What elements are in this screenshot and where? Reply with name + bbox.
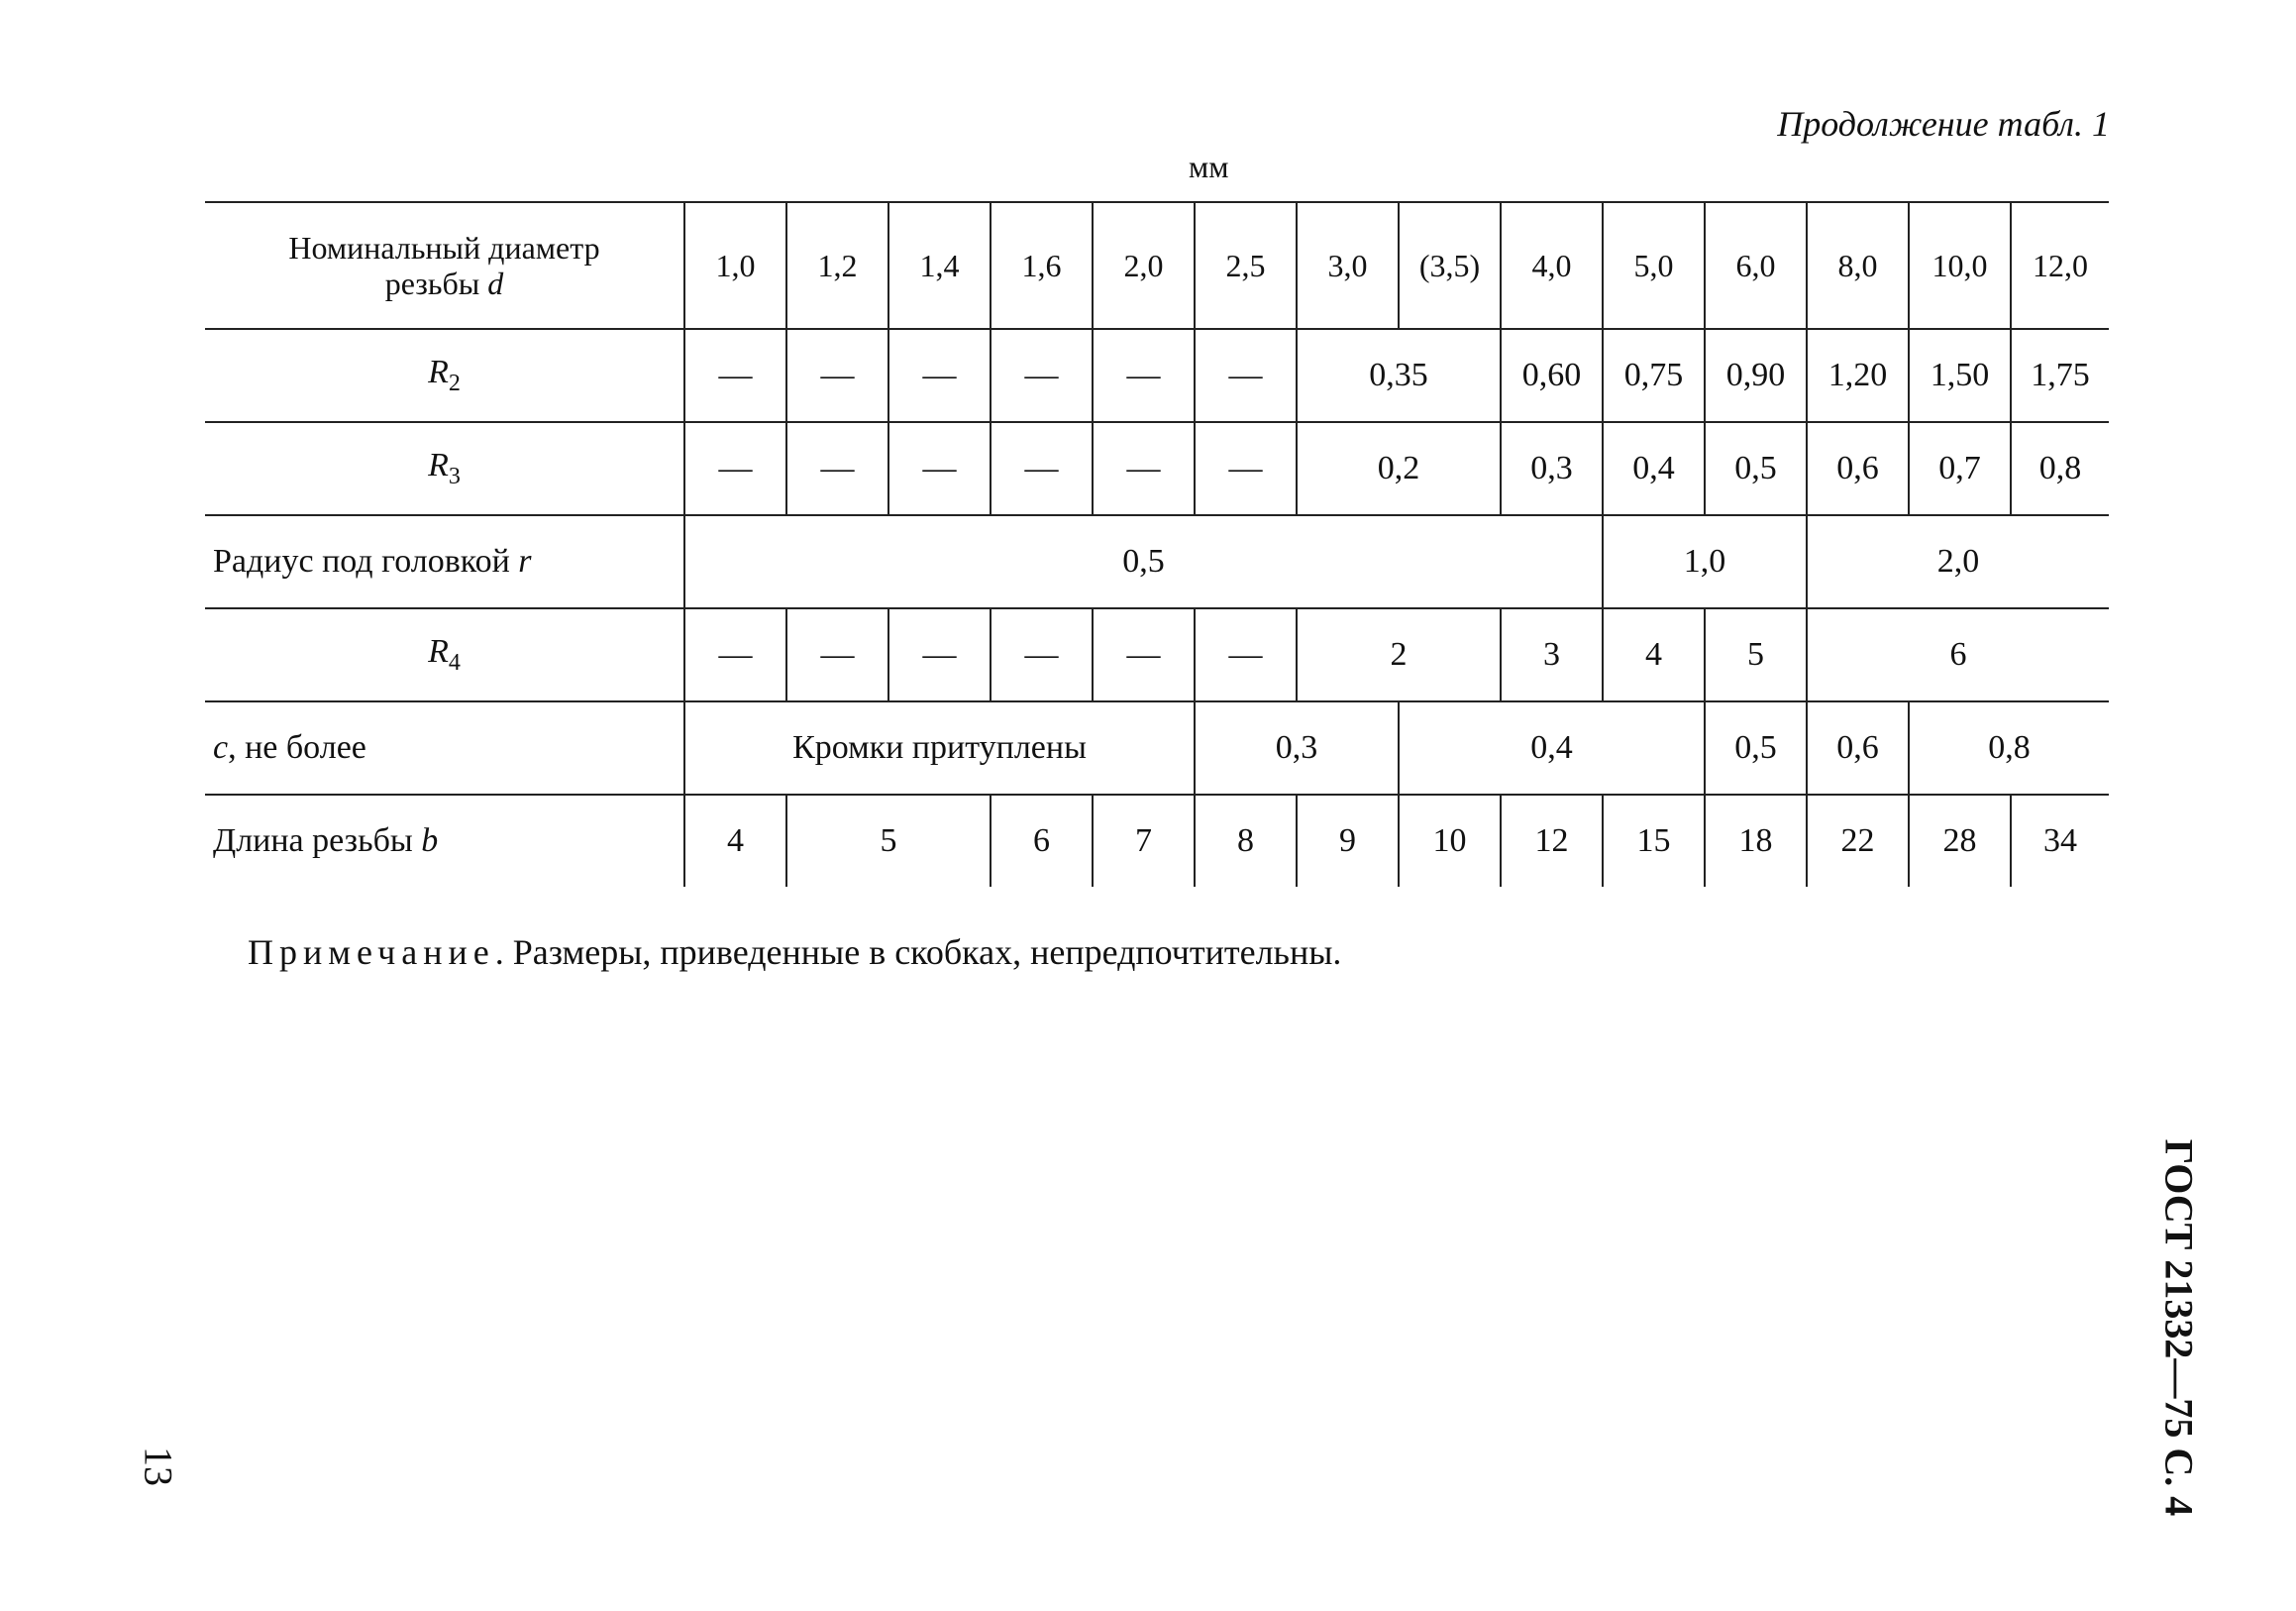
- diameter-cell: 1,4: [888, 202, 991, 329]
- r4-label: $R_4$: [205, 608, 684, 701]
- value-cell: 22: [1807, 795, 1909, 887]
- value-cell: 7: [1093, 795, 1195, 887]
- thread-length-row: [205, 795, 2109, 887]
- dash-cell: —: [684, 329, 786, 422]
- value-cell: 34: [2011, 795, 2109, 887]
- diameter-cell: 10,0: [1909, 202, 2011, 329]
- dash-cell: —: [991, 422, 1093, 515]
- value-cell: 18: [1705, 795, 1807, 887]
- radius-row: [205, 515, 2109, 608]
- value-cell: 0,2: [1297, 422, 1501, 515]
- value-cell: 0,35: [1297, 329, 1501, 422]
- thread-length-label: Длина резьбы b: [205, 795, 684, 887]
- value-cell: 2: [1297, 608, 1501, 701]
- r2-label: $R_2$: [205, 329, 684, 422]
- value-cell: 4: [1603, 608, 1705, 701]
- header-label-var: d: [487, 266, 504, 301]
- diameter-cell: 1,6: [991, 202, 1093, 329]
- value-cell: 0,60: [1501, 329, 1603, 422]
- value-cell: 5: [1705, 608, 1807, 701]
- value-cell: 6: [1807, 608, 2109, 701]
- value-cell: 0,8: [1909, 701, 2109, 795]
- diameter-cell: 1,2: [786, 202, 888, 329]
- value-cell: 1,75: [2011, 329, 2109, 422]
- dash-cell: —: [991, 329, 1093, 422]
- dash-cell: —: [684, 608, 786, 701]
- dash-cell: —: [1195, 608, 1297, 701]
- standard-designation: [2130, 1120, 2229, 1536]
- diameter-cell: 3,0: [1297, 202, 1399, 329]
- diameter-cell: 12,0: [2011, 202, 2109, 329]
- value-cell: 15: [1603, 795, 1705, 887]
- dash-cell: —: [1093, 329, 1195, 422]
- r3-label: $R_3$: [205, 422, 684, 515]
- diameter-cell: 6,0: [1705, 202, 1807, 329]
- value-cell: 1,50: [1909, 329, 2011, 422]
- dash-cell: —: [1195, 422, 1297, 515]
- page-number: [129, 1427, 188, 1506]
- page-number-text: 13: [136, 1447, 181, 1486]
- dash-cell: —: [786, 422, 888, 515]
- note-text: . Размеры, приведенные в скобках, непредпочтительны.: [494, 932, 1342, 972]
- diameter-cell: 2,0: [1093, 202, 1195, 329]
- units-label: мм: [1189, 149, 1229, 184]
- value-cell: 2,0: [1807, 515, 2109, 608]
- dash-cell: —: [684, 422, 786, 515]
- dash-cell: —: [991, 608, 1093, 701]
- value-cell: 0,6: [1807, 422, 1909, 515]
- diameter-cell: 1,0: [684, 202, 786, 329]
- r3-row: [205, 422, 2109, 515]
- table-continuation-caption: Продолжение табл. 1: [1777, 104, 2110, 144]
- value-cell: Кромки притуплены: [684, 701, 1195, 795]
- value-cell: 0,3: [1195, 701, 1399, 795]
- value-cell: 6: [991, 795, 1093, 887]
- value-cell: 0,4: [1399, 701, 1705, 795]
- value-cell: 1,0: [1603, 515, 1807, 608]
- radius-label: Радиус под головкой r: [205, 515, 684, 608]
- value-cell: 8: [1195, 795, 1297, 887]
- value-cell: 0,8: [2011, 422, 2109, 515]
- value-cell: 0,5: [1705, 701, 1807, 795]
- value-cell: 4: [684, 795, 786, 887]
- value-cell: 0,90: [1705, 329, 1807, 422]
- table-note: [248, 931, 1341, 973]
- header-row: [205, 202, 2109, 329]
- value-cell: 0,6: [1807, 701, 1909, 795]
- diameter-cell: 5,0: [1603, 202, 1705, 329]
- diameter-cell: (3,5): [1399, 202, 1501, 329]
- value-cell: 10: [1399, 795, 1501, 887]
- value-cell: 0,3: [1501, 422, 1603, 515]
- diameter-cell: 2,5: [1195, 202, 1297, 329]
- dash-cell: —: [1093, 422, 1195, 515]
- value-cell: 0,5: [1705, 422, 1807, 515]
- dash-cell: —: [786, 329, 888, 422]
- header-label-line2: резьбы: [384, 266, 480, 301]
- dash-cell: —: [888, 329, 991, 422]
- dash-cell: —: [1093, 608, 1195, 701]
- r2-row: [205, 329, 2109, 422]
- dash-cell: —: [786, 608, 888, 701]
- value-cell: 0,5: [684, 515, 1603, 608]
- chamfer-row: [205, 701, 2109, 795]
- chamfer-label: c, не более: [205, 701, 684, 795]
- value-cell: 0,4: [1603, 422, 1705, 515]
- diameter-cell: 4,0: [1501, 202, 1603, 329]
- diameter-cell: 8,0: [1807, 202, 1909, 329]
- value-cell: 12: [1501, 795, 1603, 887]
- value-cell: 5: [786, 795, 991, 887]
- note-title: Примечание: [248, 932, 495, 972]
- dash-cell: —: [1195, 329, 1297, 422]
- value-cell: 0,7: [1909, 422, 2011, 515]
- header-label-cell: [205, 202, 684, 329]
- header-label-line1: Номинальный диаметр: [288, 230, 600, 266]
- value-cell: 3: [1501, 608, 1603, 701]
- r4-row: [205, 608, 2109, 701]
- dash-cell: —: [888, 608, 991, 701]
- dimensions-table: [205, 201, 2109, 887]
- value-cell: 9: [1297, 795, 1399, 887]
- value-cell: 1,20: [1807, 329, 1909, 422]
- dash-cell: —: [888, 422, 991, 515]
- standard-designation-text: ГОСТ 21332—75 С. 4: [2156, 1138, 2202, 1517]
- value-cell: 28: [1909, 795, 2011, 887]
- value-cell: 0,75: [1603, 329, 1705, 422]
